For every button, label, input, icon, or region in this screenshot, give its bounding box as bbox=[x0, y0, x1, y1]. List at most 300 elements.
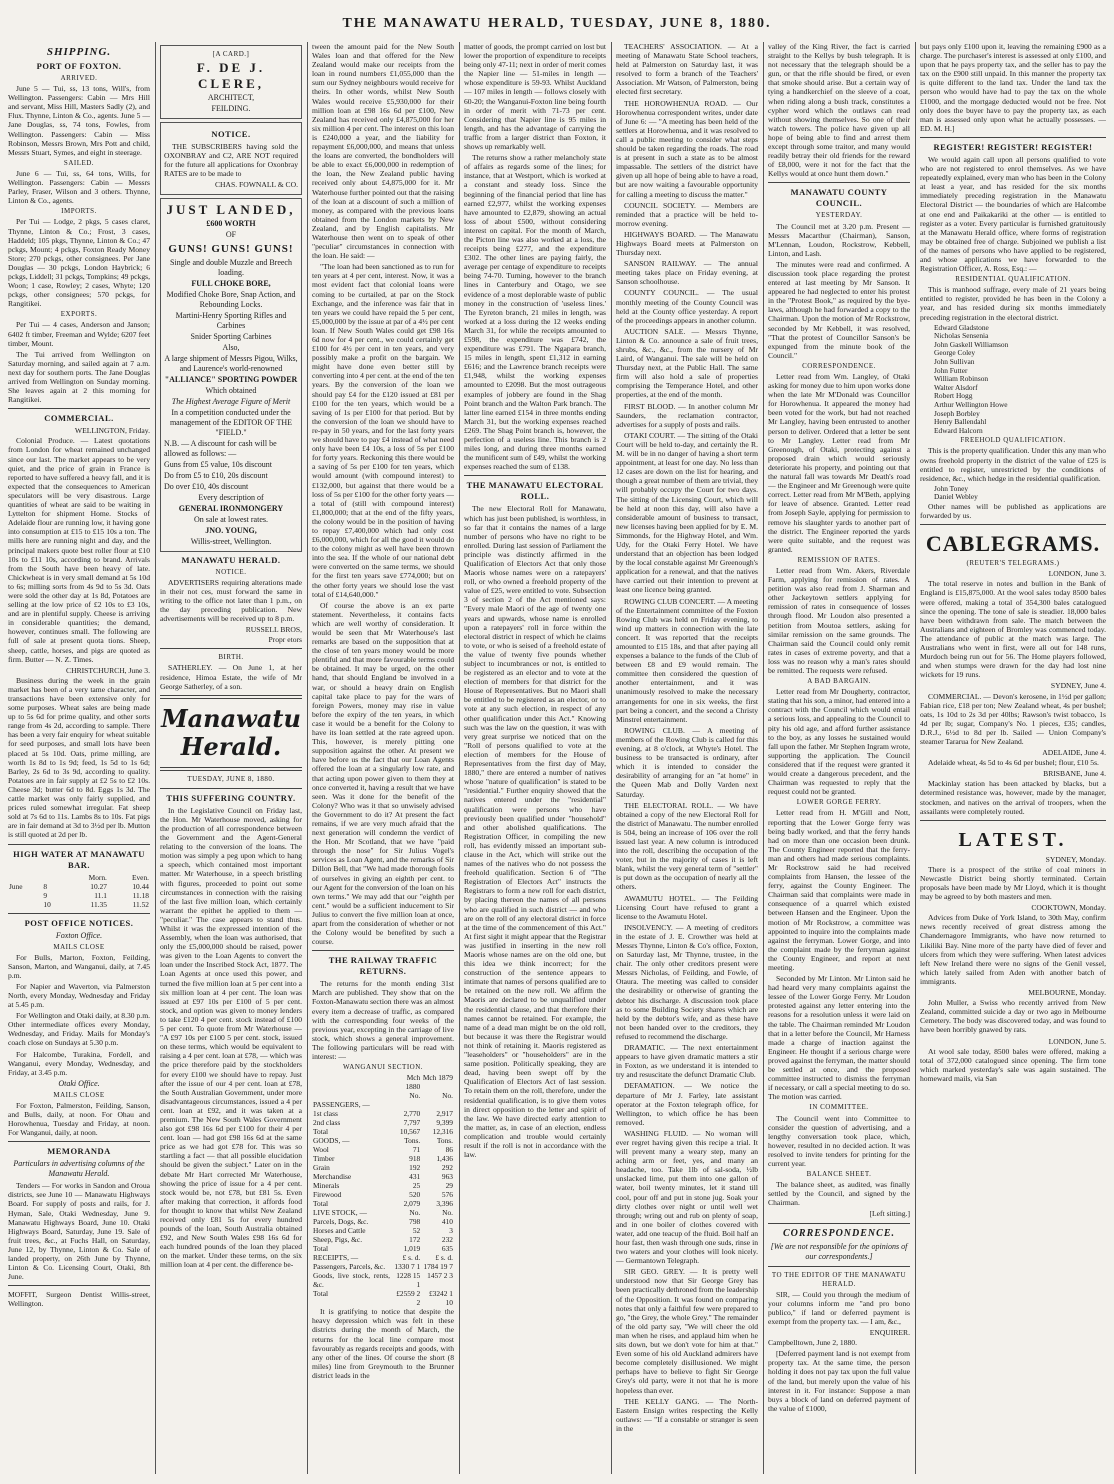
table-row bbox=[312, 1199, 454, 1208]
arrived-label: ARRIVED. bbox=[60, 74, 98, 82]
cable-text: John Muller, a Swiss who recently arrived from New Zealand, committed suicide a day or two ago in Melbourne Cemetery. The body was discovered today, and was found to have been horribly gnawed by rats. bbox=[920, 998, 1106, 1035]
landed-of: OF bbox=[225, 229, 237, 239]
list-item: Joseph Borbley bbox=[934, 408, 980, 418]
divider bbox=[8, 1141, 150, 1142]
county-text: The Council went into Committee to consider the question of advertising, and a lengthy conversation took place, which, however, resulted in no decided action. It was resolved to invite tenders for printing for the current year. bbox=[768, 1113, 910, 1168]
tide-row bbox=[8, 900, 150, 909]
register-heading: REGISTER! REGISTER! REGISTER! bbox=[933, 141, 1093, 152]
table-row bbox=[312, 1118, 454, 1127]
cable-text: Mackinlay station has been attacked by blacks, but a determined resistance was, however, made by the manager, stockmen, and natives on the arrival of troopers, when the assailants were completely routed. bbox=[920, 779, 1106, 816]
electoral-heading: THE MANAWATU ELECTORAL ROLL. bbox=[466, 480, 604, 502]
christchurch-dateline: CHRISTCHURCH, June 3. bbox=[66, 665, 150, 675]
freehold-note: Other names will be published as applications are forwarded by us. bbox=[920, 502, 1106, 521]
news-item: THE KELLY GANG. — The North-Eastern Ensign writes respecting the Kelly outlaws: — "If a constable or stranger is seen in the bbox=[616, 1396, 758, 1433]
county-text: Seconded by Mr Linton. Mr Linton said he had heard very many complaints against the lessee of the Lower Gorge Ferry. Mr Loudon protested against any letter entering into the reasons for a resolution unless it were laid on the table. The Chairman reminded Mr Loudon that in a letter before the Council, Mr Harness made a charge of inaction against the Engineer. He thought if a serious charge were proved against the ferryman, the matter should be settled at once, and the proposed committee instructed to dismiss the ferryman if necessary, or call a special meeting to do so. The motion was carried. bbox=[768, 974, 910, 1102]
mails-close-label: MAILS CLOSE bbox=[53, 1090, 105, 1099]
freehold-text: This is the property qualification. Under this any man who owns freehold property in the district of the value of £25 is entitled to register, unrestricted by the conditions of residence, &c., which hedge in the residential qualification. bbox=[920, 446, 1106, 483]
electoral-text: The new Electoral Roll for Manawatu, which has just been published, is worthless, in so far that it contains the names of a large number of persons who have no right to be enrolled. During last session of Parliament the principle was distinctly affirmed in the Qualification of Electors Act that only those Maoris whose names were on a ratepayers' roll, or who owned a freehold property of the value of £25, were entitled to vote. Subsection 3 of section 2 of the Act mentioned says: "Every male Maori of the age of twenty one years and upwards, whose name is enrolled upon a ratepayers' roll in force within the electoral district in respect of which he claims to vote, or who is seised of a freehold estate of the value of twenty five pounds whether subject to incumbrances or not, is entitled to be registered as an elector and to vote at the election of members for that district for the House of Representatives. But no Maori shall be entitled to be registered as an elector, or to vote at any such election, in respect of any other qualification under this Act." Knowing such was the law on the question, it was with very great surprise we noticed that on the "Roll of persons qualified to vote at the election of members for the House of Representatives from the first day of May, 1880," there are entered a number of natives whose "nature of qualification" is stated to be "residential." Further enquiry showed that the natives entered under the "residential" qualification were persons who have previously been qualified under "household" and other abolished qualifications. The Registration Officer, in compiling the new roll, has evidently missed an important sub-clause in the Act, which will strike out the names of the natives who do not possess the freehold qualification. Section 6 of "The Registration of Electors Act" instructs the Registrars to form a new roll for each district, by placing thereon the names of all persons who are qualified in such district — and who are on the roll of any electoral district in force at the time of the commencement of this Act." At first sight it might appear that the Registrar was justified in inserting in the new roll Maoris whose names are on the old one, but this idea we think incorrect; for the construction of the sentence appears to intimate that names of persons qualified are to be retained on the new roll. We affirm the Maoris are declared to be unqualified under the residential clause, and that therefore their names cannot be retained. For example, the name of a dead man might be on the old roll, but because it was there the Registrar would not think of retaining it. Maoris registered as "leaseholders" or "householders" are in the same position. Politically speaking, they are dead, having been swept off by the Qualification of Electors Act of last session. To retain them on the roll, therefore, under the residential qualification, is to give them votes in direct opposition to the letter and spirit of the law. We have directed early attention to the matter, as, in case of an election, endless complication and trouble would certainly result if the roll is not in accordance with the law. bbox=[464, 504, 606, 1160]
tide-cell: 10.44 bbox=[132, 881, 149, 891]
table-cell: Wool bbox=[313, 1145, 329, 1155]
tide-header-cell bbox=[42, 873, 63, 882]
tide-header-cell: Morn. bbox=[88, 872, 107, 882]
tide-cell: 8 bbox=[43, 881, 48, 891]
sailed-text: June 6 — Tui, ss, 64 tons, Wills, for Wellington. Passengers: Cabin — Messrs Parley, Fraser, Wilson and 3 others. Thynne, Linton & Co., agents. bbox=[8, 168, 150, 206]
young-name: JNO. YOUNG, bbox=[205, 525, 257, 535]
table-cell: LIVE STOCK, — bbox=[313, 1208, 367, 1218]
table-row bbox=[312, 1217, 454, 1226]
column-2 bbox=[160, 42, 302, 1474]
shipping-note: The Tui arrived from Wellington on Saturday morning, and sailed again at 7 a.m. next day for southern ports. The Jane Douglas arrived from Wellington on Sunday morning. She leaves again at 2 this morning for Rangitikei. bbox=[8, 349, 150, 405]
table-cell: 431 bbox=[409, 1172, 421, 1182]
imports-text: Per Tui — Lodge, 2 pkgs, 5 cases claret, Thynne, Linton & Co.; Frost, 3 cases, Haddeld; 105 pkgs, Thynne, Linton & Co.; 47 pckgs, Mount; 4 pckgs, Foxton Ready Money Store; 270 pckgs, other consignees. Per Jane Douglas — 30 pckgs, London Haybrick; 6 pckgs, Liddell; 31 pckgs, Tompkins; 49 pckgs, Woon; 1 case, Rowley; 2 cases, Whyte; 120 pckgs, other consignees; 570 pckgs, for Rangitikei. bbox=[8, 217, 150, 309]
table-cell: Total bbox=[313, 1244, 329, 1254]
tide-cell: June bbox=[9, 881, 23, 891]
news-item: WASHING FLUID. — No woman will ever regret having given this recipe a trial. It will prevent many a weary step, many an aching arm or feet, yes, and many an headache, too. Take 1lb of sal-soda, ½lb unslacked lime, put them into one gallon of water, boil twenty minutes, let it stand till cool, pour off and put in stone jug. Soak your dirty clothes over night or until well wet through; wring out and rub on plenty of soap, and in one boiler of clothes covered with water, add one teacup of the fluid. Boil half an hour fast, then wash through one suds, rinse in two waters and your clothes will look nicely. — Germantown Telegraph. bbox=[616, 1128, 758, 1266]
list-item: Robert Hogg bbox=[934, 391, 973, 401]
news-item: COUNCIL SOCIETY. — Members are reminded that a practice will be held to-morrow evening. bbox=[616, 200, 758, 228]
guns-ad bbox=[160, 198, 302, 552]
high-water-heading: HIGH WATER AT MANAWATU BAR. bbox=[13, 848, 145, 870]
table-header-cell: No. bbox=[442, 1091, 453, 1101]
cablegrams-heading: CABLEGRAMS. bbox=[925, 531, 1101, 557]
table-cell: 798 bbox=[409, 1217, 421, 1227]
divider bbox=[8, 408, 150, 409]
table-header-cell bbox=[312, 1073, 391, 1091]
list-item: Henry Ballendahl bbox=[934, 417, 987, 427]
county-council-date: YESTERDAY. bbox=[815, 211, 863, 220]
table-cell: 1228 15 1 bbox=[396, 1271, 421, 1290]
news-item: FIRST BLOOD. — In another column Mr Saunders, the reclamation contractor, advertises for a supply of posts and rails. bbox=[616, 401, 758, 429]
news-item: DEFAMATION. — We notice the departure of Mr J. Farley, late assistant operator at the Foxton telegraph office, for Wellington, to which office he has been removed. bbox=[616, 1081, 758, 1127]
ironmongery-sub: On sale at lowest rates. bbox=[194, 514, 268, 524]
county-text: Letter read from Wm. Akers, Riverdale Farm, applying for remission of rates. A petition was also read from J. Sharman and other Jackeytown settlers applying for remission of rates in consequence of losses through flood. Mr Loudon also presented a petition from Moutoa settlers, asking for similar remission on the same grounds. The Chairman said the Council could only remit rates in cases of extreme poverty, and that a loss was no reason why a man's rates should be remitted. The requests were refused. bbox=[768, 565, 910, 675]
committee-subheading: IN COMMITTEE. bbox=[809, 1103, 869, 1112]
county-text: The Council met at 3.20 p.m. Present — Messrs Macarthur (Chairman), Sanson, M'Lennan, Loudon, Rockstrow, Kebbell, Linton, and Lash. bbox=[768, 221, 910, 258]
news-item: HIGHWAYS BOARD. — The Manawatu Highways Board meets at Palmerston on Thursday next. bbox=[616, 229, 758, 258]
guns-line: Single and double Muzzle and Breech loading. bbox=[170, 257, 292, 277]
county-text: The minutes were read and confirmed. A discussion took place regarding the protest entered at last meeting by Mr Sanson. It appeared he had neglected to enter his protest in the "Protest Book," as required by the bye-laws, although he had forwarded a copy to the Chairman. Upon the motion of Mr Rockstrow, seconded by Mr Kebbell, it was resolved, "That the protest of Councillor Sanson's be expunged from the minute book of the Council." bbox=[768, 259, 910, 360]
list-item: Edward Halcorn bbox=[934, 425, 983, 435]
post-text: For Napier and Waverton, via Palmerston North, every Monday, Wednesday and Friday at 5.45 p.m. bbox=[8, 981, 150, 1010]
list-item: John Gaskell Williamson bbox=[934, 339, 1009, 349]
divider bbox=[464, 475, 606, 476]
tide-cell: 11.1 bbox=[94, 890, 107, 900]
tide-row bbox=[8, 882, 150, 891]
post-text: For Wellington and Otaki daily, at 8.30 p.m. Other intermediate offices every Monday, Wednesday, and Friday. Mails for Monday's coach close on Sundays at 5.30 p.m. bbox=[8, 1011, 150, 1048]
table-cell: 172 bbox=[409, 1235, 421, 1245]
news-item: SIR GEO. GREY. — It is pretty well understood now that Sir George Grey has been practically dethroned from the leadership of the Opposition. It was found on comparing notes that only a faithful few were prepared to go, "the Grey, the whole Grey." The remainder of the old party say, "We will cheer the old man when he rises, and applaud him when he sits down, but we don't vote for him at that." Even some of his old Auckland admirers have become completely disillusioned. We might perhaps have to believe to fight Sir George Grey's old party, were it not that he is more hopeless than ever. bbox=[616, 1267, 758, 1395]
article-quote: "The loan had been sanctioned as to run for ten years at 4 per cent, interest. Now, it was a most evident fact that colonial loans were coming to be curtailed, at par on the Stock Exchange, and the inference was fair that in ten years we could have repaid the 5 per cent, £5,000,000 by the issue at par of a 4½ per cent loan. If New South Wales could get £98 16s 6d now for 4 per cent., we could certainly get £100 for 4½ per cent in ten years, and very possibly make a profit on the bargain. We might have done even better still by converting into 4 per cent. at the end of the ten years. By the conversion of the loan we should pay £4 for the £120 issued at £81 per £100 for the ten years, which would be a saving of 1s per £100 for that period. But by the conversion of the loan we should have to re-pay in 50 years, and for the last forty years we should have to pay £4 instead of what need only have been £4 10s, a loss of 5s per £100 for forty years. Reckoning this there would be a saving of 5s per £100 for ten years, which would amount (with compound interest) to £132,000, but against that there would be a loss of 5s per £100 for the other forty years — a total of (still with compound interest) £1,800,000; that at the end of the fifty years, the colony would be in the position of having to repay £7,400,000 which had only cost £6,000,000, which for all the good it would do to the colony might as well have been thrown into the sea. If the whole of our national debt were converted on the same terms, we should for the first ten years save £774,000; but on the other forty years we should lose the vast total of £14,640,000." bbox=[312, 262, 454, 599]
latest-heading: LATEST. bbox=[958, 828, 1068, 851]
cable-dateline: MELBOURNE, Monday. bbox=[1028, 988, 1106, 998]
table-header-row bbox=[312, 1073, 454, 1091]
mails-close-label: MAILS CLOSE bbox=[53, 942, 105, 951]
table-row bbox=[312, 1226, 454, 1235]
railway-text: It is gratifying to notice that despite the heavy depression which was felt in these districts during the month of March, the returns for the local line compare most favourably as regards receipts and goods, with any other of the lines. Of course the short (8 miles) line from Greymouth to the Brunner district leads in the bbox=[312, 1307, 454, 1380]
table-cell: 292 bbox=[441, 1163, 453, 1173]
list-item: John Sullivan bbox=[934, 357, 975, 366]
tide-header-cell: Even. bbox=[131, 872, 149, 882]
table-cell: No. bbox=[409, 1208, 421, 1218]
table-cell: £ s. d. bbox=[435, 1253, 453, 1263]
herald-heading: MANAWATU HERALD. bbox=[181, 554, 281, 565]
correspondence-heading: CORRESPONDENCE. bbox=[783, 1227, 895, 1239]
notice-heading: NOTICE. bbox=[211, 129, 251, 140]
nameplate: Manawatu Herald. bbox=[161, 703, 301, 761]
railway-text: The returns for the month ending 31st March are published. They show that on the Foxton-Manawatu section there was an almost every item a decrease of traffic, as compared with the corresponding four weeks of the previous year, excepting in the carriage of live stock, which shows a general improvement. The following particulars will be read with interest: — bbox=[312, 979, 454, 1062]
herald-notice-text: ADVERTISERS requiring alterations made in their not ces, must forward the same in writing to the office not later than 1 p.m., on the day preceding publication. New advertisements will be received up to 8 p.m. bbox=[160, 577, 302, 624]
tide-cell: 9 bbox=[43, 890, 48, 900]
guns-line: Snider Sporting Carbines bbox=[190, 331, 272, 341]
article-text: Of course the above is an ex parte statement. Nevertheless, it contains facts which are well worthy of consideration. It would be seen that Mr Waterhouse's last remarks are based on the supposition that at the close of ten years money would be more plentiful and that more favourable terms could be obtained. It may be urged, on the other hand, that should England be involved in a war, or should a heavy drain on English capital take place to pay for the wars of foreign Powers, money may rise in value before the expiry of the ten years, in which case it would be a benefit for the Colony to have its loan settled at the rate agreed upon. This, however, is merely pitting one supposition against the other. At present we have before us the fact that our Loan Agents offered the loan at a singularly low rate, and that acting upon power given to them they at once converted it, having a result that we have seen. Was it done for the benefit of the Colony? Who was it that so unwisely advised the Government to do it? At present the fact remains, if we are very much afraid that the next generation will condemn the verdict of the Hon. Mr Scotland, that we have "paid through the nose" for Sir Julius Vogel's services as Loan Agent, and the remarks of Sir Dillon Bell, that "We had made thorough fools of ourselves in giving an eighth per cent. to our Agent for the conversion of the loan on his own terms." We may add that our "eighth per cent." would be a sufficient inducement to Sir Julius to convert the five million loan at once, apart from the consideration of whether or not the Colony would be benefited by such a course. bbox=[312, 600, 454, 947]
table-header-cell bbox=[312, 1091, 391, 1100]
list-item: William Robinson bbox=[934, 374, 989, 384]
divider bbox=[768, 182, 910, 183]
table-cell: 1784 19 7 bbox=[423, 1262, 453, 1272]
table-cell: £2559 2 2 bbox=[396, 1289, 421, 1308]
list-item: John Toney bbox=[934, 483, 969, 493]
table-cell: 192 bbox=[409, 1163, 421, 1173]
county-text: Letter read from Mr Dougherty, contractor, stating that his son, a minor, had entered into a contract with the Council which would entail a serious loss, and appealing to the Council to pity his old age, and afford further assistance to the boy, as any losses he sustained would fall upon the father. Mr Stephen Ingram wrote, supporting the application. The Council considered that if the request were granted it would create a dangerous precedent, and the Chairman was requested to reply that the request could not be granted. bbox=[768, 687, 910, 797]
table-cell: Timber bbox=[313, 1154, 335, 1164]
memoranda-heading: MEMORANDA bbox=[47, 1146, 111, 1157]
table-cell: Tons. bbox=[404, 1136, 421, 1146]
letter-place: Campbelltown, June 2, 1880. bbox=[768, 1338, 858, 1348]
arrived-text: June 5 — Tui, ss, 13 tons, Will's, from Wellington. Passengers: Cabin — Mrs Hill and servant, Miss Hill, Masters Sadly (2), and Flux. Thynne, Linton & Co., agents. June 5 — Jane Douglas, ss, 74 tons, Fowles, from Wellington. Passengers: Cabin — Miss Robinson, Messrs Brown, Mrs Pott and child, Messrs Stuart, Symes, and eight in steerage. bbox=[8, 84, 150, 157]
ferry-subheading: LOWER GORGE FERRY. bbox=[796, 798, 882, 807]
tide-cell: 10.27 bbox=[90, 881, 107, 891]
railway-continued: matter of goods, the prompt carried on lost but lower the proportion of expenditure to receipts being only 47-11; next in order of merit comes the Napier line — 51-miles in length — whose expenditure is 59-93. Whilst Auckland — 107 miles in length — follows closely with 60-20; the Wanganui-Foxton line being fourth in order of merit with 71-73 per cent. Considering that Napier line is 95 miles in length, and has the advantage of carrying the traffic from a larger district than Foxton, it shows up remarkably well. bbox=[464, 42, 606, 152]
table-cell: Goods, live stock, rents, &c. bbox=[313, 1271, 390, 1290]
column-rule bbox=[307, 42, 308, 1474]
table-cell: 232 bbox=[441, 1235, 453, 1245]
table-cell: Total bbox=[313, 1199, 329, 1209]
railway-table-body bbox=[312, 1100, 454, 1307]
table-cell: 29 bbox=[445, 1181, 453, 1191]
table-cell: 2,079 bbox=[403, 1199, 421, 1209]
table-cell: 1330 7 1 bbox=[394, 1262, 421, 1272]
table-cell: 7,797 bbox=[403, 1118, 421, 1128]
imports-label: IMPORTS. bbox=[61, 207, 97, 216]
news-item: SANSON RAILWAY. — The annual meeting takes place on Friday evening, at Sanson schoolhouse. bbox=[616, 259, 758, 287]
table-cell: 71 bbox=[412, 1145, 421, 1155]
news-item: INSOLVENCY. — A meeting of creditors in the estate of J. E. Crowther was held at Messrs Thynne, Linton & Co's office, Foxton, on Saturday last, Mr Thynne, trustee, in the chair. The only other creditors present were Messrs Nicholas, of Feilding, and Fowle, of Otaura. The meeting was called to consider the desirability or otherwise of granting the debtor his discharge. A discussion took place as to some Building Society shares which are held by the debtor's wife, and as these have not been handed over to the creditors, they refused to recommend the discharge. bbox=[616, 922, 758, 1041]
divider bbox=[160, 788, 302, 789]
cable-text: The total reserve in notes and bullion in the Bank of England is £15,875,000. At the wool sales today 8500 bales were offered, making a total of 354,300 bales catalogued since the opening. The tone of sale is steadier. 18,000 bales have been withdrawn from sale. The match between the Australians and eighteen of Bromley was commenced today. The attendance of public at the match was large. The Australians who went in first, were all out for 148 runs, Murdoch being run out for 56. The Home players followed, and when stumps were drawn for the day had lost nine wickets for 19 runs. bbox=[920, 579, 1106, 680]
table-row bbox=[312, 1235, 454, 1244]
railway-text: The returns show a rather melancholy state of affairs as regards some of the lines; for instance, that at Westport, which is worked at a constant and steady loss. Since the beginning of the financial period that line has earned £2,977, whilst the working expenses have amounted to £2,879, showing an actual loss of about £500, without considering interest on capital. For the month of March, the Picton line was also worked at a loss, the receipts being £277, and the expenditure £302. The other lines are paying fairly, the average per centage of expenditure to receipts being 74-70. Turning, however to the branch lines in Canterbury and Otago, we see evidence of a most deplorable waste of public money in the construction of 'useless lines.' The Eyreton branch, 21 miles in length, was worked at a loss during the 12 weeks ending March 31, for while the receipts amounted to £598, the expenditure was £742, the expenditure was £791. The Ngapara branch, 15 miles in length, spent £1,312 in earning £616; and the Lawrence branch receipts were £1,948, whilst the working expenses amounted to £2098. But the most outrageous examples of jobbery are found in the Shag Point branch and the Walton Park branch. The latter line earned £154 in three months ending March 31, but the working expenses reached £269. The Shag Point branch is, however, the perfection of a useless line. This branch is 2 miles long, and during three months earned the munificent sum of £49, whilst the working expenses reached the sum of £138. bbox=[464, 153, 606, 472]
column-1 bbox=[8, 42, 150, 1474]
list-item: George Coley bbox=[934, 348, 976, 358]
table-cell: 25 bbox=[412, 1181, 421, 1191]
table-cell: Merchandise bbox=[313, 1172, 352, 1182]
notice-signature: CHAS. FOWNALL & CO. bbox=[214, 180, 298, 190]
table-header-cell: Mch 1879 bbox=[422, 1073, 453, 1083]
remission-subheading: REMISSION OF RATES. bbox=[797, 555, 881, 564]
cable-dateline: BRISBANE, June 4. bbox=[1043, 769, 1106, 779]
cablegrams-sub: (REUTER'S TELEGRAMS.) bbox=[966, 559, 1060, 568]
balance-subheading: BALANCE SHEET. bbox=[806, 1170, 872, 1179]
table-cell: Parcels, Dogs, &c. bbox=[313, 1217, 369, 1227]
tide-cell: 10 bbox=[43, 899, 51, 909]
news-item: COUNTY COUNCIL. — The usual monthly meeting of the County Council was held at the County office yesterday. A report of the proceedings appears in another column. bbox=[616, 288, 758, 325]
christchurch-text: Business during the week in the grain market has been of a very tame character, and transactions have been extensive only for some purposes. Wheat sales are being made up to 5s 6d for prime quality, and other sorts range from 4s 2d, according to sample. There has been a very fair enquiry for wheat suitable for seed purposes, and small lots have been placed at 5s 10d. Oats, prime milling, are worth 1s 8d to 1s 9d; feed, 1s 5d to 1s 6d; Barley, 2s 6d to 3s 9d, according to quality. Potatoes are in fair supply at £2 5s to £2 10s. Cheese 3d; butter 6d to 8d. Eggs 1s 3d. The cattle market was only fairly supplied, and prices ruled somewhat irregular. Fat sheep sold at 7s 6d to 11s. Lambs 8s to 10s. Fat pigs are in fair demand at 3d to 3½d per lb. Mutton is still quoted at 2d per lb. bbox=[8, 675, 150, 840]
news-item: DRAMATIC. — The next entertainment appears to have given dramatic matters a stir in Foxton, as we understand it is intended to try and resuscitate the defunct Dramatic Club. bbox=[616, 1043, 758, 1080]
table-header-cell: No. bbox=[409, 1091, 421, 1101]
cable-dateline: LONDON, June 5. bbox=[1048, 1036, 1106, 1046]
table-cell: RECEIPTS, — bbox=[313, 1253, 359, 1263]
divider bbox=[8, 1285, 150, 1286]
residential-name-list bbox=[920, 324, 1106, 436]
herald-notice: NOTICE. bbox=[215, 567, 247, 576]
table-row bbox=[312, 1100, 454, 1109]
tide-row bbox=[8, 891, 150, 900]
table-cell bbox=[391, 1100, 421, 1109]
table-cell: 3 bbox=[449, 1226, 453, 1236]
letter-text: SIR, — Could you through the medium of your columns inform me "and pro bono publico," if land or deferred payment is exempt from the property tax. — I am, &c., bbox=[768, 1289, 910, 1326]
commercial-text: Colonial Produce. — Latest quotations from London for wheat remained unchanged since our last. The market appears to be very quiet, and the price of grain in France is reported to have suffered a heavy fall, and it is expected that the consequences to American speculators will be very disastrous. Large quantities of wheat are said to be waiting in Lyttelton for shipment Home. Stocks of Adelaide flour are running low, it having gone into consumption at £15 to £15 10s a ton. The mills here are running night and day, and the principal makers quote best roller flour at £10 10s to £11 10s, according to brand. Arrivals from the South have been heavy of late. Chickwheat is in very small demand at 5s 10d to 6s; milling sorts from 4s 9d to 5s 3d. Oats were sold the other day at 1s 8d, Potatoes are selling at the low price of £2 10s to £3 10s, and are in plentiful supply. Cheese is arriving in considerable quantities; the demand, however, continues small. The following are full of sale at present quota tions. Sheep, sheep, cattle, horses, and pigs are quoted as firm. Butter — N. Z. Times. bbox=[8, 436, 150, 664]
freehold-heading: FREEHOLD QUALIFICATION. bbox=[960, 436, 1066, 445]
table-cell: 1,019 bbox=[403, 1244, 421, 1254]
commercial-heading: COMMERCIAL. bbox=[44, 413, 114, 424]
discount-row: Do from £5 to £10, 20s discount bbox=[164, 470, 268, 480]
table-cell: 635 bbox=[441, 1244, 453, 1254]
table-cell: PASSENGERS, — bbox=[313, 1100, 370, 1110]
divider bbox=[920, 137, 1106, 138]
also-text: A large shipment of Messrs Pigou, Wilks, and Laurence's world-renowned bbox=[164, 353, 298, 373]
birth-text: SATHERLEY. — On June 1, at her residence, Himoa Estate, the wife of Mr George Satherley, of a son. bbox=[160, 663, 302, 691]
moffit-ad: MOFFIT, Surgeon Dentist Willis-street, Wellington. bbox=[8, 1290, 150, 1309]
table-cell: 1457 2 3 bbox=[427, 1271, 453, 1281]
clere-card-ad bbox=[160, 45, 302, 119]
table-cell: GOODS, — bbox=[313, 1136, 350, 1146]
card-label: [A CARD.] bbox=[212, 50, 250, 58]
tide-cell: 11.52 bbox=[132, 899, 149, 909]
notice-text: THE SUBSCRIBERS having sold the OXONBRAY and C2, ARE NOT required for the future all applications for Oxonbray RATES are to be made to bbox=[164, 142, 298, 179]
table-row bbox=[312, 1145, 454, 1154]
table-cell: 963 bbox=[441, 1172, 453, 1182]
cable-text: COMMERCIAL. — Devon's kerosene, in 1½d per gallon; Fabian rice, £18 per ton; New Zealand wheat, 4s per bushel; oats, 1s 10d to 2s 3d per 40lbs; Rawson's twist tobacco, 1s 4d per lb; sugar, Company's No. 1 pieces, £35; candles, D.R.J., 6½d to 8d per lb. Sailed — Union Company's steamer Tararua for New Zealand. bbox=[920, 691, 1106, 746]
alliance-sub2: The Highest Average Figure of Merit bbox=[171, 396, 291, 406]
table-cell: Firewood bbox=[313, 1190, 342, 1200]
freehold-name-list bbox=[920, 485, 1106, 502]
russell-signature: RUSSELL BROS, bbox=[245, 625, 302, 635]
residential-text: This is manhood suffrage, every male of 21 years being entitled to register, provided he has been in the Colony a year, and has resided during six months immediately preceding registration in the electoral district. bbox=[920, 285, 1106, 322]
letter-signature: ENQUIRER. bbox=[869, 1328, 910, 1338]
tide-cell: 11.35 bbox=[90, 899, 107, 909]
county-text: Letter read from H. M'Gill and Nott, reporting that the Lower Gorge ferry was being badly worked, and that the ferry hands had on more than one occasion been drunk. The County Engineer reported that the ferry-man and others had made serious complaints. Mr Rockstrow said he had received complaints from Hansen, the lessee of the ferry, against the County Engineer. The Chairman said that complaints were made in consequence of a quarrel which existed between Hansen and the Engineer. Upon the motion of Mr Rockstrow, a committee was appointed to inquire into the complaints made against the ferryman. Lower Gorge, and into the complaint made by the ferryman against the County Engineer, and report at next meeting. bbox=[768, 808, 910, 972]
table-row bbox=[312, 1109, 454, 1118]
every-description: Every description of bbox=[198, 492, 264, 502]
table-cell: Total bbox=[313, 1127, 329, 1137]
memoranda-text: Tenders — For works in Sandon and Oroua districts, see June 10 — Manawatu Highways Board. For supply of posts and rails, for J. Hyman, Sale, Otaki Wednesday, June 9. Manawatu Highways Board, June 10. Otaki Highways Board, Saturday, June 19. Sale of fruit trees, &c., at Fuchs Hall, on Saturday, June 12, by Thynne, Linton & Co. Sale of landed property, on 26th June by Thynne, Linton & Co. Licensing Court, Otaki, 8th June. bbox=[8, 1181, 150, 1282]
table-cell: No. bbox=[442, 1208, 453, 1218]
table-header-row bbox=[312, 1091, 454, 1100]
nameplate-date: TUESDAY, JUNE 8, 1880. bbox=[187, 774, 275, 783]
table-row bbox=[312, 1163, 454, 1172]
column-rule bbox=[915, 42, 916, 1474]
clere-title: ARCHITECT, bbox=[207, 93, 255, 103]
young-address: Willis-street, Wellington. bbox=[190, 536, 272, 546]
tide-header-row bbox=[8, 873, 150, 882]
column-7 bbox=[920, 42, 1106, 1474]
county-text: The balance sheet, as audited, was finally settled by the Council, and signed by the Chairman. bbox=[768, 1180, 910, 1208]
register-text: We would again call upon all persons qualified to vote who are not registered to enrol themselves. As we have repeatedly explained, every man who has been in the Colony at least a year, and has resided for the six months immediately preceding registration in the Manawatu Electoral District — the boundaries of which are Halcombe at one end and Paikakariki at the other — is entitled to register as a voter. Every particular is furnished gratuitously at the Manawatu Herald office, where forms of registration may be obtained free of charge. Subjoined we publish a list of the names of persons who have applied to be registered, and whose applications we have forwarded to the Registration Officer, A. Ross, Esq.: — bbox=[920, 154, 1106, 274]
port-heading: PORT OF FOXTON. bbox=[36, 61, 122, 71]
table-cell: 918 bbox=[409, 1154, 421, 1164]
column-rule bbox=[459, 42, 460, 1474]
correspondence-note: [We are not responsible for the opinions of our correspondents.] bbox=[770, 1241, 908, 1261]
list-item: Arthur Wellington Howe bbox=[934, 399, 1008, 409]
left-sitting: [Left sitting.] bbox=[869, 1209, 910, 1219]
divider bbox=[160, 648, 302, 649]
county-text: Letter read from Wm. Langley, of Otaki asking for money due to him upon works done when the late Mr M'Donald was Councillor for Horowhenua. It appeared the money had been voted for the work, but had not reached Mr Langley, having been entrusted to another person to deliver. Ordered that a letter be sent to Mr Langley. Letter read from Mr Greenough, of Otaki, protecting against a proposed drain which would seriously deteriorate his property, and pointing out that the natural fall was towards Mr Death's road — the Engineer and Mr Greenough were quite correct. Letter read from Mr M'Beth, applying for leave of absence. Granted. Letter read from Joseph Sayle, applying for permission to remove his slaughter yards to another part of the district. The Engineer reported the yards were quite suitable, and the request was granted. bbox=[768, 372, 910, 554]
table-cell: 576 bbox=[441, 1190, 453, 1200]
divider bbox=[160, 695, 302, 699]
otaki-office-heading: Otaki Office. bbox=[58, 1078, 100, 1088]
table-cell: Minerals bbox=[313, 1181, 340, 1191]
column-rule bbox=[611, 42, 612, 1474]
guns-line: Martini-Henry Sporting Rifles and Carbines bbox=[175, 310, 287, 330]
alliance-sub: Which obtained bbox=[205, 385, 257, 395]
list-item: Nicholas Sensenia bbox=[934, 331, 989, 341]
guns-heading: GUNS! GUNS! GUNS! bbox=[168, 242, 294, 255]
discount-note: N.B. — A discount for cash will be allowed as follows: — bbox=[164, 438, 277, 458]
post-office-heading: POST OFFICE NOTICES. bbox=[24, 917, 134, 928]
article-text: In the Legislative Council on Friday last, the Hon. Mr Waterhouse moved, asking for the production of all correspondence between the Government and the Agent-General relating to the conversion of the loans. The motion was simply a peg upon which to hang a speech, which contained most important matter. Mr Waterhouse, in a speech bristling with figures, proceeded to point out some circumstances in connection with the raising of the last five million loan, which certainly warrant the epithet he applied to them — "peculiar." The case appears to stand thus. Whilst it was the expressed intention of the Assembly, when the loan was authorised, that only the £5,000,000 should be raised, power was given to the Loan Agents to convert the loan under the Inscribed Stock Act, 1877. The Loan Agents at once used this power, and turned the five million loan at 5 per cent into a six million loan at 4 per cent. The loan was issued at £97 10s per £100 of 5 per cent. stock, and option was given to money lenders to take £120 4 per cent. stock instead of £100 5 per cent. To quote from Mr Waterhouse — "A £97 10s per £100 5 per cent. stock, issued on these terms, which would be equivalent to raising a 4 per cent. loan at £78, — which was the price therefore paid by the stockholders for every £100 we should have to repay. Just after the issue of our 4 per cent. loan at £78, the South Australian Government, under more disadvantageous circumstances, issued a 4 per cent. loan at £92, and it was taken at a premium. The New South Wales Government also got £98 16s 6d per £100 for their 4 per cent. loan — had got £98 16s 6d at the same price as we had got £78 for. This was so startling a fact — that all possible elucidation should be given the subject." Later on in the debate Mr Hart corrected Mr Waterhouse, showing the price of issue for a 4 per cent. stock would be, not £78, but £81 5s. Even after making that correction, it affords food for thought to know that whilst New Zealand received only £81 5s for every hundred pounds of the loan, South Australia obtained £92, and New South Wales £98 16s 6d for each hundred pounds of the loan they placed on the market. Under these terms, on the six million loan at 4 per cent. the difference be- bbox=[160, 805, 302, 1270]
divider bbox=[920, 524, 1106, 525]
divider bbox=[8, 844, 150, 845]
county-council-heading: MANAWATU COUNTY COUNCIL. bbox=[790, 187, 888, 209]
table-cell: £3242 1 10 bbox=[428, 1289, 453, 1308]
news-item: ROWING CLUB CONCERT. — A meeting of the Entertainment committee of the Foxton Rowing Club was held on Friday evening, to wind up matters in connection with the late concert. It was reported that the receipts amounted to £15 18s, and that after paying all expenses a balance to the funds of the Club of between £8 and £9 would remain. The committee then considered the question of another entertainment, and it was unanimously resolved to make the necessary arrangements for one in six weeks, the first part being a concert, and the second a Christy Minstrel entertainment. bbox=[616, 596, 758, 724]
post-office-sub: Foxton Office. bbox=[55, 930, 103, 940]
table-cell: Sheep, Pigs, &c. bbox=[313, 1235, 363, 1245]
table-cell: 1,436 bbox=[436, 1154, 453, 1164]
column-5 bbox=[616, 42, 758, 1474]
column-rule bbox=[763, 42, 764, 1474]
news-item: THE ELECTORAL ROLL. — We have obtained a copy of the new Electoral Roll for the district of Manawatu. The number enrolled is 504, being an increase of 106 over the roll issued last year. A new column is introduced into the roll, describing the occupation of the voter, but in the majority of cases it is left blank, whilst the very general term of "settler" is put down as the occupation of nearly all the others. bbox=[616, 800, 758, 892]
commercial-dateline: WELLINGTON, Friday. bbox=[74, 426, 150, 436]
post-text: For Halcombe, Turakina, Fordell, and Wanganui, every Monday, Wednesday, and Friday, at 3.45 p.m. bbox=[8, 1049, 150, 1077]
divider bbox=[312, 950, 454, 951]
list-item: Daniel Webley bbox=[934, 492, 978, 502]
russell-sub: Propr etors bbox=[268, 635, 302, 645]
table-cell: Grain bbox=[313, 1163, 330, 1173]
landed-heading: JUST LANDED, bbox=[166, 201, 296, 217]
railway-table-title: WANGANUI SECTION. bbox=[342, 1063, 424, 1072]
table-row bbox=[312, 1136, 454, 1145]
article-heading: THIS SUFFERING COUNTRY. bbox=[166, 792, 296, 803]
table-cell: 10,567 bbox=[399, 1127, 421, 1137]
divider bbox=[8, 913, 150, 914]
tide-cell: 11.18 bbox=[132, 890, 149, 900]
table-row bbox=[312, 1271, 454, 1289]
tide-table bbox=[8, 873, 150, 909]
list-item: John Futter bbox=[934, 365, 968, 375]
list-item: Edward Gladstone bbox=[934, 322, 989, 332]
letter-reply-continued: but pays only £100 upon it, leaving the remaining £900 as a charge. The purchaser's interest is assessed at only £100, and upon that he pays property tax, and the seller has to pay the tax on the £900 still unpaid. In this manner the property tax is quite different to the land tax. Under the land tax the person who would have had to pay the tax on the whole £1000, and the mortgage deducted would not be free. Not only does the buyer have to pay the property tax, as each man is assessed only upon what he actually possesses. — ED. M. H.] bbox=[920, 42, 1106, 133]
table-cell: £ s. d. bbox=[402, 1253, 421, 1263]
table-cell: 9,399 bbox=[436, 1118, 453, 1128]
column-4 bbox=[464, 42, 606, 1474]
cable-text: Adelaide wheat, 4s 5d to 4s 6d per bushel; flour, £10 5s. bbox=[928, 758, 1099, 768]
column-6 bbox=[768, 42, 910, 1474]
table-row bbox=[312, 1244, 454, 1253]
table-cell: 86 bbox=[445, 1145, 453, 1155]
cable-dateline: SYDNEY, Monday. bbox=[1045, 854, 1106, 864]
guns-line: FULL CHOKE BORE, bbox=[191, 278, 271, 288]
landed-worth: £600 WORTH bbox=[206, 218, 256, 228]
table-cell: Passengers, Parcels, &c. bbox=[313, 1262, 386, 1272]
tide-header-cell bbox=[8, 873, 42, 882]
news-item: THE HOROWHENUA ROAD. — Our Horowhenua correspondent writes, under date of June 6: — "A meeting has been held of the settlers at Horowhenua, and it was resolved to call a public meeting to consider what steps should be taken regarding the roads. The road is at present in such a state as to be almost impassable. The settlers of the district have given up all hope of being able to have a road, but are now waiting a favourable opportunity for calling a meeting to discuss the matter." bbox=[616, 98, 758, 199]
ironmongery-heading: GENERAL IRONMONGERY bbox=[178, 503, 284, 513]
table-cell: 520 bbox=[409, 1190, 421, 1200]
table-header-cell: Mch 1880 bbox=[405, 1073, 421, 1092]
table-row bbox=[312, 1253, 454, 1262]
news-item: AWAMUTU HOTEL. — The Feilding Licensing Court have refused to grant a license to the Awamutu Hotel. bbox=[616, 893, 758, 921]
table-row bbox=[312, 1154, 454, 1163]
table-cell: 52 bbox=[412, 1226, 421, 1236]
divider bbox=[768, 1223, 910, 1224]
correspondence-subheading: CORRESPONDENCE. bbox=[802, 361, 876, 370]
divider bbox=[768, 1266, 910, 1267]
tide-cell bbox=[8, 900, 42, 909]
news-item: ROWING CLUB. — A meeting of members of the Rowing Club is called for this evening, at 8 o'clock, at Whyte's Hotel. The business to be transacted is ordinary, after which it is intended to consider the desirability of arranging for an "at home" in the Queen Mab and Dolly Varden next Saturday. bbox=[616, 725, 758, 799]
news-item: TEACHERS' ASSOCIATION. — At a meeting of Manawatu State School teachers, held at Palmerston on Saturday last, it was resolved to form a branch of the Teachers' Association. Mr Watson, of Palmerston, being elected first secretary. bbox=[616, 42, 758, 97]
editor-heading: TO THE EDITOR OF THE MANAWATU HERALD. bbox=[771, 1270, 907, 1288]
cable-dateline: SYDNEY, June 4. bbox=[1050, 681, 1106, 691]
table-row bbox=[312, 1181, 454, 1190]
table-row bbox=[312, 1190, 454, 1199]
table-cell: 12,316 bbox=[432, 1127, 453, 1137]
post-text: For Bulls, Marton, Foxton, Feilding, Sanson, Marton, and Wanganui, daily, at 7.45 p.m. bbox=[8, 952, 150, 980]
table-row bbox=[312, 1208, 454, 1217]
table-cell: 2nd class bbox=[313, 1118, 341, 1128]
table-cell: 2,917 bbox=[436, 1109, 453, 1119]
discount-row: Do over £10, 40s discount bbox=[164, 481, 249, 491]
column-3 bbox=[312, 42, 454, 1474]
also-label: Also, bbox=[222, 342, 240, 352]
notice-ad bbox=[160, 122, 302, 194]
discount-row: Guns from £5 value, 10s discount bbox=[164, 459, 272, 469]
article-continued: tween the amount paid for the New South Wales loan and that offered for the New Zealand would make our receipts from the loan in round numbers £1,055,000 than the sum our Sydney neighbours would receive for theirs. In other words, whilst New South Wales would receive £5,930,000 for their million loan at £98 16s 6d per £100, New Zealand has received only £4,875,000 for her six million 4 per cent. The interest on this loan is £240,000 a year, and the liability for repayment £6,000,000, and means that unless the loans are converted, the bondholders will be able to exact £6,000,000 in redemption of the loan, the New Zealand public having received only about £4,875,000 for it. Mr Waterhouse further pointed out that the raising of the loan at a discount of such a million of money, as compared with the previous loans obtained from the London markets by New Zealand, and by English capitalists. Mr Waterhouse then went on to speak of other "peculiar" circumstances in connection with the loan. He said: — bbox=[312, 42, 454, 261]
news-item: OTAKI COURT. — The sitting of the Otaki Court will be held to-day, and certainly the R. M. will be in no danger of having a short term appointment, at least for one day. No less than 12 cases are down on the list for hearing, and though a great number of them are trivial, they will probably occupy the Court for two days. The sitting of the Licensing Court, which will be held at noon this day, will also have a considerable amount of business to transact, new licenses having been applied for by E. M. Simmonds, for the Highway Hotel, and Wm. Udy, for the Otaki Ferry Hotel. We have understand that an objection has been lodged by the local constable against Mr Greenough's application for a renewal, and that the natives have carried out their intention to prevent at least one licence being granted. bbox=[616, 430, 758, 595]
list-item: Walter Alsdorf bbox=[934, 382, 978, 392]
exports-text: Per Tui — 4 cases, Anderson and Janson; 6402 ft timber, Freeman and Wylde; 6207 feet timber, Mount. bbox=[8, 320, 150, 348]
cable-dateline: ADELAIDE, June 4. bbox=[1042, 748, 1106, 758]
table-cell: 410 bbox=[441, 1217, 453, 1227]
alliance-text: In a competition conducted under the management of the EDITOR OF THE "FIELD." bbox=[169, 407, 293, 437]
memoranda-sub: Particulars in advertising columns of the Manawatu Herald. bbox=[13, 1159, 145, 1179]
alliance-heading: "ALLIANCE" SPORTING POWDER bbox=[164, 374, 298, 384]
tide-cell bbox=[8, 891, 42, 900]
table-cell: Tons. bbox=[436, 1136, 453, 1146]
shipping-heading: SHIPPING. bbox=[46, 46, 112, 58]
news-item: AUCTION SALE. — Messrs Thynne, Linton & Co. announce a sale of fruit trees, shrubs, &c., &c., from the nursery of Mr Laird, of Wanganui. The sale will be held on Thursday next, at the Public Hall. The same firm will also hold a sale of properties comprising the Temperance Hotel, and other properties, at the end of the month. bbox=[616, 326, 758, 400]
news-continued: valley of the King River, the fact is carried straight to the Kellys by bush telegraph. It is not necessary that the telegraph should be a gun, or that the rifle should be fired, or even that smoke should arise. But a certain way of tying a handkerchief on the sleeve of a coat, when riding along a bush track, constitutes a cypher word which the outlaws can read without showing themselves. So one of their watch towers. The police have given up all hope of being able to find and arrest them except through some traitor, and many would readily betray their old friends for the reward of £8,000, were it not for the fact that the Kellys would at once hunt them down." bbox=[768, 42, 910, 179]
table-row bbox=[312, 1127, 454, 1136]
divider bbox=[920, 820, 1106, 821]
divider bbox=[160, 767, 302, 771]
table-row bbox=[312, 1289, 454, 1307]
cable-text: At wool sale today, 8500 bales were offered, making a total of 372,000 catalogued since opening. The firm tone which marked yesterday's sale was again sustained. The homeward mails, via San bbox=[920, 1046, 1106, 1083]
bargain-subheading: A BAD BARGAIN. bbox=[807, 677, 871, 686]
clere-town: FEILDING. bbox=[211, 104, 251, 114]
cable-text: There is a prospect of the strike of coal miners in Newcastle District being shortly terminated. Certain proposals have been made by Mr Lloyd, which it is thought may be agreed to by both masters and men. bbox=[920, 864, 1106, 902]
clere-name: F. DE J. CLERE, bbox=[196, 60, 266, 92]
